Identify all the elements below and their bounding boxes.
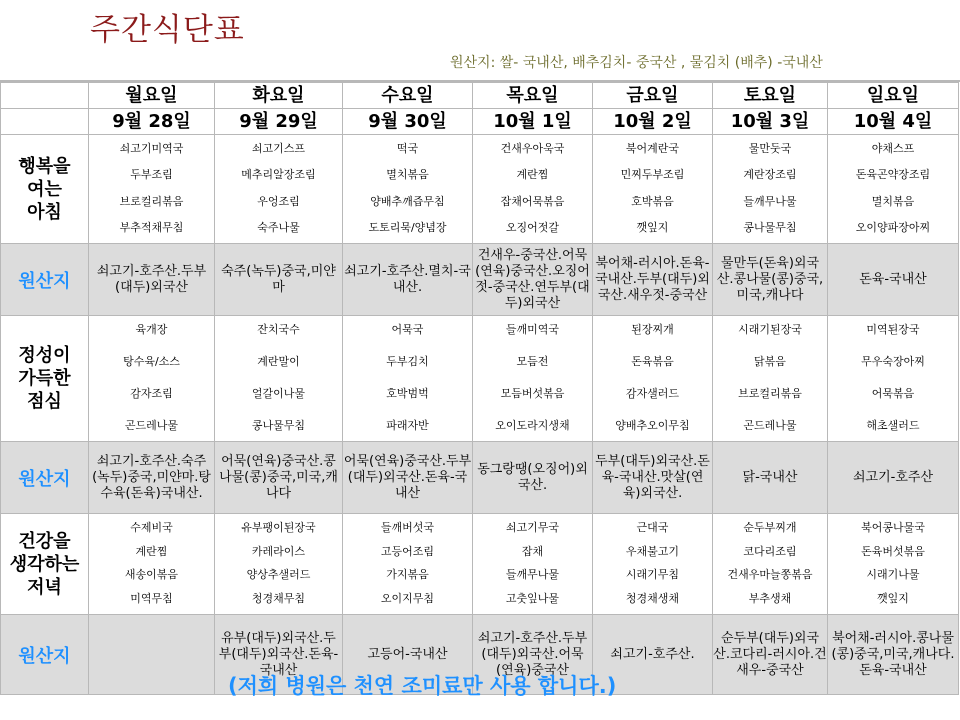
menu-item: 얼갈이나물 bbox=[251, 387, 306, 400]
origin-cell: 쇠고기-호주산.멸치-국내산. bbox=[343, 244, 473, 316]
origin-cell: 쇠고기-호주산.두부(대두)외국산 bbox=[89, 244, 215, 316]
origin-cell: 동그랑땡(오징어)외국산. bbox=[473, 442, 593, 514]
dinner-day-cell bbox=[828, 514, 959, 615]
menu-item: 닭볶음 bbox=[754, 355, 786, 368]
day-header: 금요일 bbox=[593, 83, 713, 109]
lunch-day-cell bbox=[713, 316, 828, 442]
day-header: 수요일 bbox=[343, 83, 473, 109]
lunch-day-cell bbox=[89, 316, 215, 442]
origin-label: 원산지 bbox=[1, 442, 89, 514]
menu-item: 건새우아욱국 bbox=[500, 142, 565, 155]
menu-item: 가지볶음 bbox=[386, 568, 429, 582]
menu-item: 잡채 bbox=[521, 544, 544, 558]
meal-label-line: 저녁 bbox=[27, 576, 62, 598]
menu-item: 들깨무나물 bbox=[743, 194, 797, 208]
footer-notice: (저희 병원은 천연 조미료만 사용 합니다.) bbox=[228, 674, 617, 698]
origin-cell: 건새우-중국산.어묵(연육)중국산.오징어젓-중국산.연두부(대두)외국산 bbox=[473, 244, 593, 316]
menu-item: 두부조림 bbox=[130, 168, 173, 182]
menu-item: 잔치국수 bbox=[257, 323, 300, 336]
menu-item: 감자조림 bbox=[130, 387, 173, 400]
day-header: 목요일 bbox=[473, 83, 593, 109]
lunch-day-cell bbox=[473, 316, 593, 442]
lunch-origin-row bbox=[1, 442, 959, 514]
menu-item: 오이도라지생채 bbox=[495, 419, 570, 432]
menu-item: 카레라이스 bbox=[251, 544, 306, 558]
date-header: 10월 4일 bbox=[828, 109, 959, 135]
origin-cell: 쇠고기-호주산. bbox=[593, 615, 713, 695]
menu-item: 된장찌개 bbox=[631, 323, 674, 336]
meal-label-line: 정성이 bbox=[18, 345, 71, 366]
rice-kimchi-origin-note: 원산지: 쌀- 국내산, 배추김치- 중국산 , 물김치 (배추) -국내산 bbox=[450, 55, 823, 71]
menu-item: 멸치볶음 bbox=[871, 194, 915, 208]
lunch-day-cell bbox=[215, 316, 343, 442]
menu-item: 근대국 bbox=[636, 521, 669, 534]
menu-item: 멸치볶음 bbox=[386, 168, 429, 182]
menu-item: 곤드레나물 bbox=[743, 419, 797, 432]
menu-item: 쇠고기스프 bbox=[251, 142, 306, 155]
menu-item: 야채스프 bbox=[871, 142, 915, 155]
menu-item: 파래자반 bbox=[386, 419, 429, 432]
dinner-label bbox=[1, 514, 89, 615]
date-header: 9월 29일 bbox=[215, 109, 343, 135]
date-header: 10월 1일 bbox=[473, 109, 593, 135]
origin-cell: 닭-국내산 bbox=[713, 442, 828, 514]
menu-item: 미역된장국 bbox=[866, 323, 920, 336]
origin-cell: 쇠고기-호주산.숙주(녹두)중국,미얀마.탕수육(돈육)국내산. bbox=[89, 442, 215, 514]
menu-item: 고등어조림 bbox=[380, 544, 435, 558]
menu-item: 돈육곤약장조림 bbox=[855, 168, 931, 182]
menu-item: 육개장 bbox=[135, 323, 168, 336]
menu-item: 곤드레나물 bbox=[124, 419, 179, 432]
menu-item: 돈육버섯볶음 bbox=[861, 544, 925, 558]
menu-item: 미역무침 bbox=[130, 591, 173, 605]
menu-item: 어묵볶음 bbox=[871, 387, 915, 400]
meal-label-line: 건강을 bbox=[18, 530, 71, 552]
origin-cell: 두부(대두)외국산.돈육-국내산.맛살(연육)외국산. bbox=[593, 442, 713, 514]
meal-label-line: 생각하는 bbox=[9, 553, 80, 575]
menu-item: 물만둣국 bbox=[748, 142, 792, 155]
origin-cell: 유부(대두)외국산.두부(대두)외국산.돈육-국내산 bbox=[215, 615, 343, 695]
dinner-day-cell bbox=[713, 514, 828, 615]
meal-label-line: 여는 bbox=[27, 178, 62, 200]
day-header-row bbox=[1, 83, 959, 109]
menu-item: 오징어젓갈 bbox=[505, 220, 560, 234]
date-header: 9월 30일 bbox=[343, 109, 473, 135]
dinner-day-cell bbox=[89, 514, 215, 615]
page-title: 주간식단표 bbox=[90, 12, 245, 48]
menu-item: 도토리묵/양념장 bbox=[368, 220, 447, 234]
menu-item: 숙주나물 bbox=[257, 220, 300, 234]
menu-item: 양배추오이무침 bbox=[615, 419, 690, 432]
menu-item: 수제비국 bbox=[130, 521, 173, 534]
menu-item: 깻잎지 bbox=[636, 220, 669, 234]
menu-item: 오이양파장아찌 bbox=[855, 220, 931, 234]
menu-item: 어묵국 bbox=[391, 323, 424, 336]
day-header: 화요일 bbox=[215, 83, 343, 109]
menu-item: 고춧잎나물 bbox=[505, 591, 560, 605]
meal-label-line: 점심 bbox=[27, 391, 62, 412]
menu-item: 브로컬리볶음 bbox=[738, 387, 802, 400]
menu-item: 시래기나물 bbox=[866, 568, 920, 582]
origin-cell: 숙주(녹두)중국,미얀마 bbox=[215, 244, 343, 316]
breakfast-day-cell bbox=[215, 135, 343, 244]
menu-item: 쇠고기미역국 bbox=[119, 142, 184, 155]
breakfast-day-cell bbox=[473, 135, 593, 244]
date-header: 9월 28일 bbox=[89, 109, 215, 135]
origin-cell bbox=[89, 615, 215, 695]
lunch-day-cell bbox=[593, 316, 713, 442]
origin-cell: 순두부(대두)외국산.코다리-러시아.건새우-중국산 bbox=[713, 615, 828, 695]
meal-label-line: 가득한 bbox=[18, 368, 71, 389]
date-header: 10월 2일 bbox=[593, 109, 713, 135]
menu-item: 쇠고기무국 bbox=[505, 521, 560, 534]
menu-item: 콩나물무침 bbox=[743, 220, 797, 234]
menu-item: 들깨버섯국 bbox=[380, 521, 435, 534]
origin-cell: 어묵(연육)중국산.콩나물(콩)중국,미국,캐나다 bbox=[215, 442, 343, 514]
menu-item: 무우숙장아찌 bbox=[861, 355, 925, 368]
menu-item: 부추생채 bbox=[748, 591, 792, 605]
weekly-menu-table bbox=[0, 82, 959, 695]
menu-item: 떡국 bbox=[396, 142, 419, 155]
menu-item: 청경채생채 bbox=[625, 591, 680, 605]
menu-item: 잡채어묵볶음 bbox=[500, 194, 565, 208]
lunch-row bbox=[1, 316, 959, 442]
menu-item: 호박범벅 bbox=[386, 387, 429, 400]
menu-item: 돈육볶음 bbox=[631, 355, 674, 368]
menu-item: 양배추깨즙무침 bbox=[370, 194, 445, 208]
menu-item: 부추적채무침 bbox=[119, 220, 184, 234]
menu-item: 메추리알장조림 bbox=[241, 168, 316, 182]
origin-label: 원산지 bbox=[1, 244, 89, 316]
menu-item: 시래기된장국 bbox=[738, 323, 802, 336]
dinner-row bbox=[1, 514, 959, 615]
menu-item: 들깨미역국 bbox=[505, 323, 560, 336]
menu-item: 유부팽이된장국 bbox=[241, 521, 316, 534]
menu-item: 모듬전 bbox=[516, 355, 549, 368]
corner-cell bbox=[1, 83, 89, 109]
lunch-day-cell bbox=[343, 316, 473, 442]
origin-cell: 돈육-국내산 bbox=[828, 244, 959, 316]
breakfast-origin-row bbox=[1, 244, 959, 316]
dinner-day-cell bbox=[593, 514, 713, 615]
date-header: 10월 3일 bbox=[713, 109, 828, 135]
menu-item: 계란찜 bbox=[516, 168, 549, 182]
menu-item: 새송이볶음 bbox=[124, 568, 179, 582]
breakfast-day-cell bbox=[593, 135, 713, 244]
dinner-day-cell bbox=[343, 514, 473, 615]
menu-item: 들깨무나물 bbox=[505, 568, 560, 582]
origin-cell: 북어채-러시아.돈육-국내산.두부(대두)외국산.새우젓-중국산 bbox=[593, 244, 713, 316]
menu-item: 북어계란국 bbox=[625, 142, 680, 155]
menu-item: 두부김치 bbox=[386, 355, 429, 368]
menu-item: 계란장조림 bbox=[743, 168, 797, 182]
breakfast-day-cell bbox=[713, 135, 828, 244]
menu-item: 깻잎지 bbox=[877, 591, 909, 605]
origin-cell: 어묵(연육)중국산.두부(대두)외국산.돈육-국내산 bbox=[343, 442, 473, 514]
origin-cell: 북어채-러시아.콩나물(콩)중국,미국,캐나다.돈육-국내산 bbox=[828, 615, 959, 695]
breakfast-day-cell bbox=[828, 135, 959, 244]
menu-item: 코다리조림 bbox=[743, 544, 797, 558]
dinner-day-cell bbox=[215, 514, 343, 615]
meal-label-line: 아침 bbox=[27, 201, 62, 223]
breakfast-day-cell bbox=[343, 135, 473, 244]
menu-item: 양상추샐러드 bbox=[246, 568, 311, 582]
menu-item: 브로컬리볶음 bbox=[119, 194, 184, 208]
date-header-row bbox=[1, 109, 959, 135]
menu-item: 북어콩나물국 bbox=[861, 521, 925, 534]
dinner-day-cell bbox=[473, 514, 593, 615]
breakfast-day-cell bbox=[89, 135, 215, 244]
menu-item: 우엉조림 bbox=[257, 194, 300, 208]
origin-cell: 물만두(돈육)외국산.콩나물(콩)중국,미국,캐나다 bbox=[713, 244, 828, 316]
origin-cell: 쇠고기-호주산.두부(대두)외국산.어묵(연육)중국산 bbox=[473, 615, 593, 695]
menu-item: 콩나물무침 bbox=[251, 419, 306, 432]
menu-item: 시래기무침 bbox=[625, 568, 680, 582]
menu-item: 호박볶음 bbox=[631, 194, 674, 208]
meal-label-line: 행복을 bbox=[18, 155, 71, 177]
lunch-day-cell bbox=[828, 316, 959, 442]
origin-label: 원산지 bbox=[1, 615, 89, 695]
menu-item: 해초샐러드 bbox=[866, 419, 920, 432]
day-header: 일요일 bbox=[828, 83, 959, 109]
origin-cell: 쇠고기-호주산 bbox=[828, 442, 959, 514]
breakfast-label bbox=[1, 135, 89, 244]
origin-cell: 고등어-국내산 bbox=[343, 615, 473, 695]
menu-item: 우채불고기 bbox=[625, 544, 680, 558]
menu-item: 모듬버섯볶음 bbox=[500, 387, 565, 400]
menu-item: 계란찜 bbox=[135, 544, 168, 558]
day-header: 토요일 bbox=[713, 83, 828, 109]
breakfast-row bbox=[1, 135, 959, 244]
menu-item: 계란말이 bbox=[257, 355, 300, 368]
menu-item: 감자샐러드 bbox=[625, 387, 680, 400]
day-header: 월요일 bbox=[89, 83, 215, 109]
corner-cell-2 bbox=[1, 109, 89, 135]
menu-item: 건새우마늘쫑볶음 bbox=[727, 568, 813, 582]
menu-item: 오이지무침 bbox=[380, 591, 435, 605]
menu-item: 탕수육/소스 bbox=[123, 355, 180, 368]
menu-item: 순두부찌개 bbox=[743, 521, 797, 534]
menu-item: 청경채무침 bbox=[251, 591, 306, 605]
lunch-label bbox=[1, 316, 89, 442]
menu-item: 민찌두부조림 bbox=[620, 168, 685, 182]
